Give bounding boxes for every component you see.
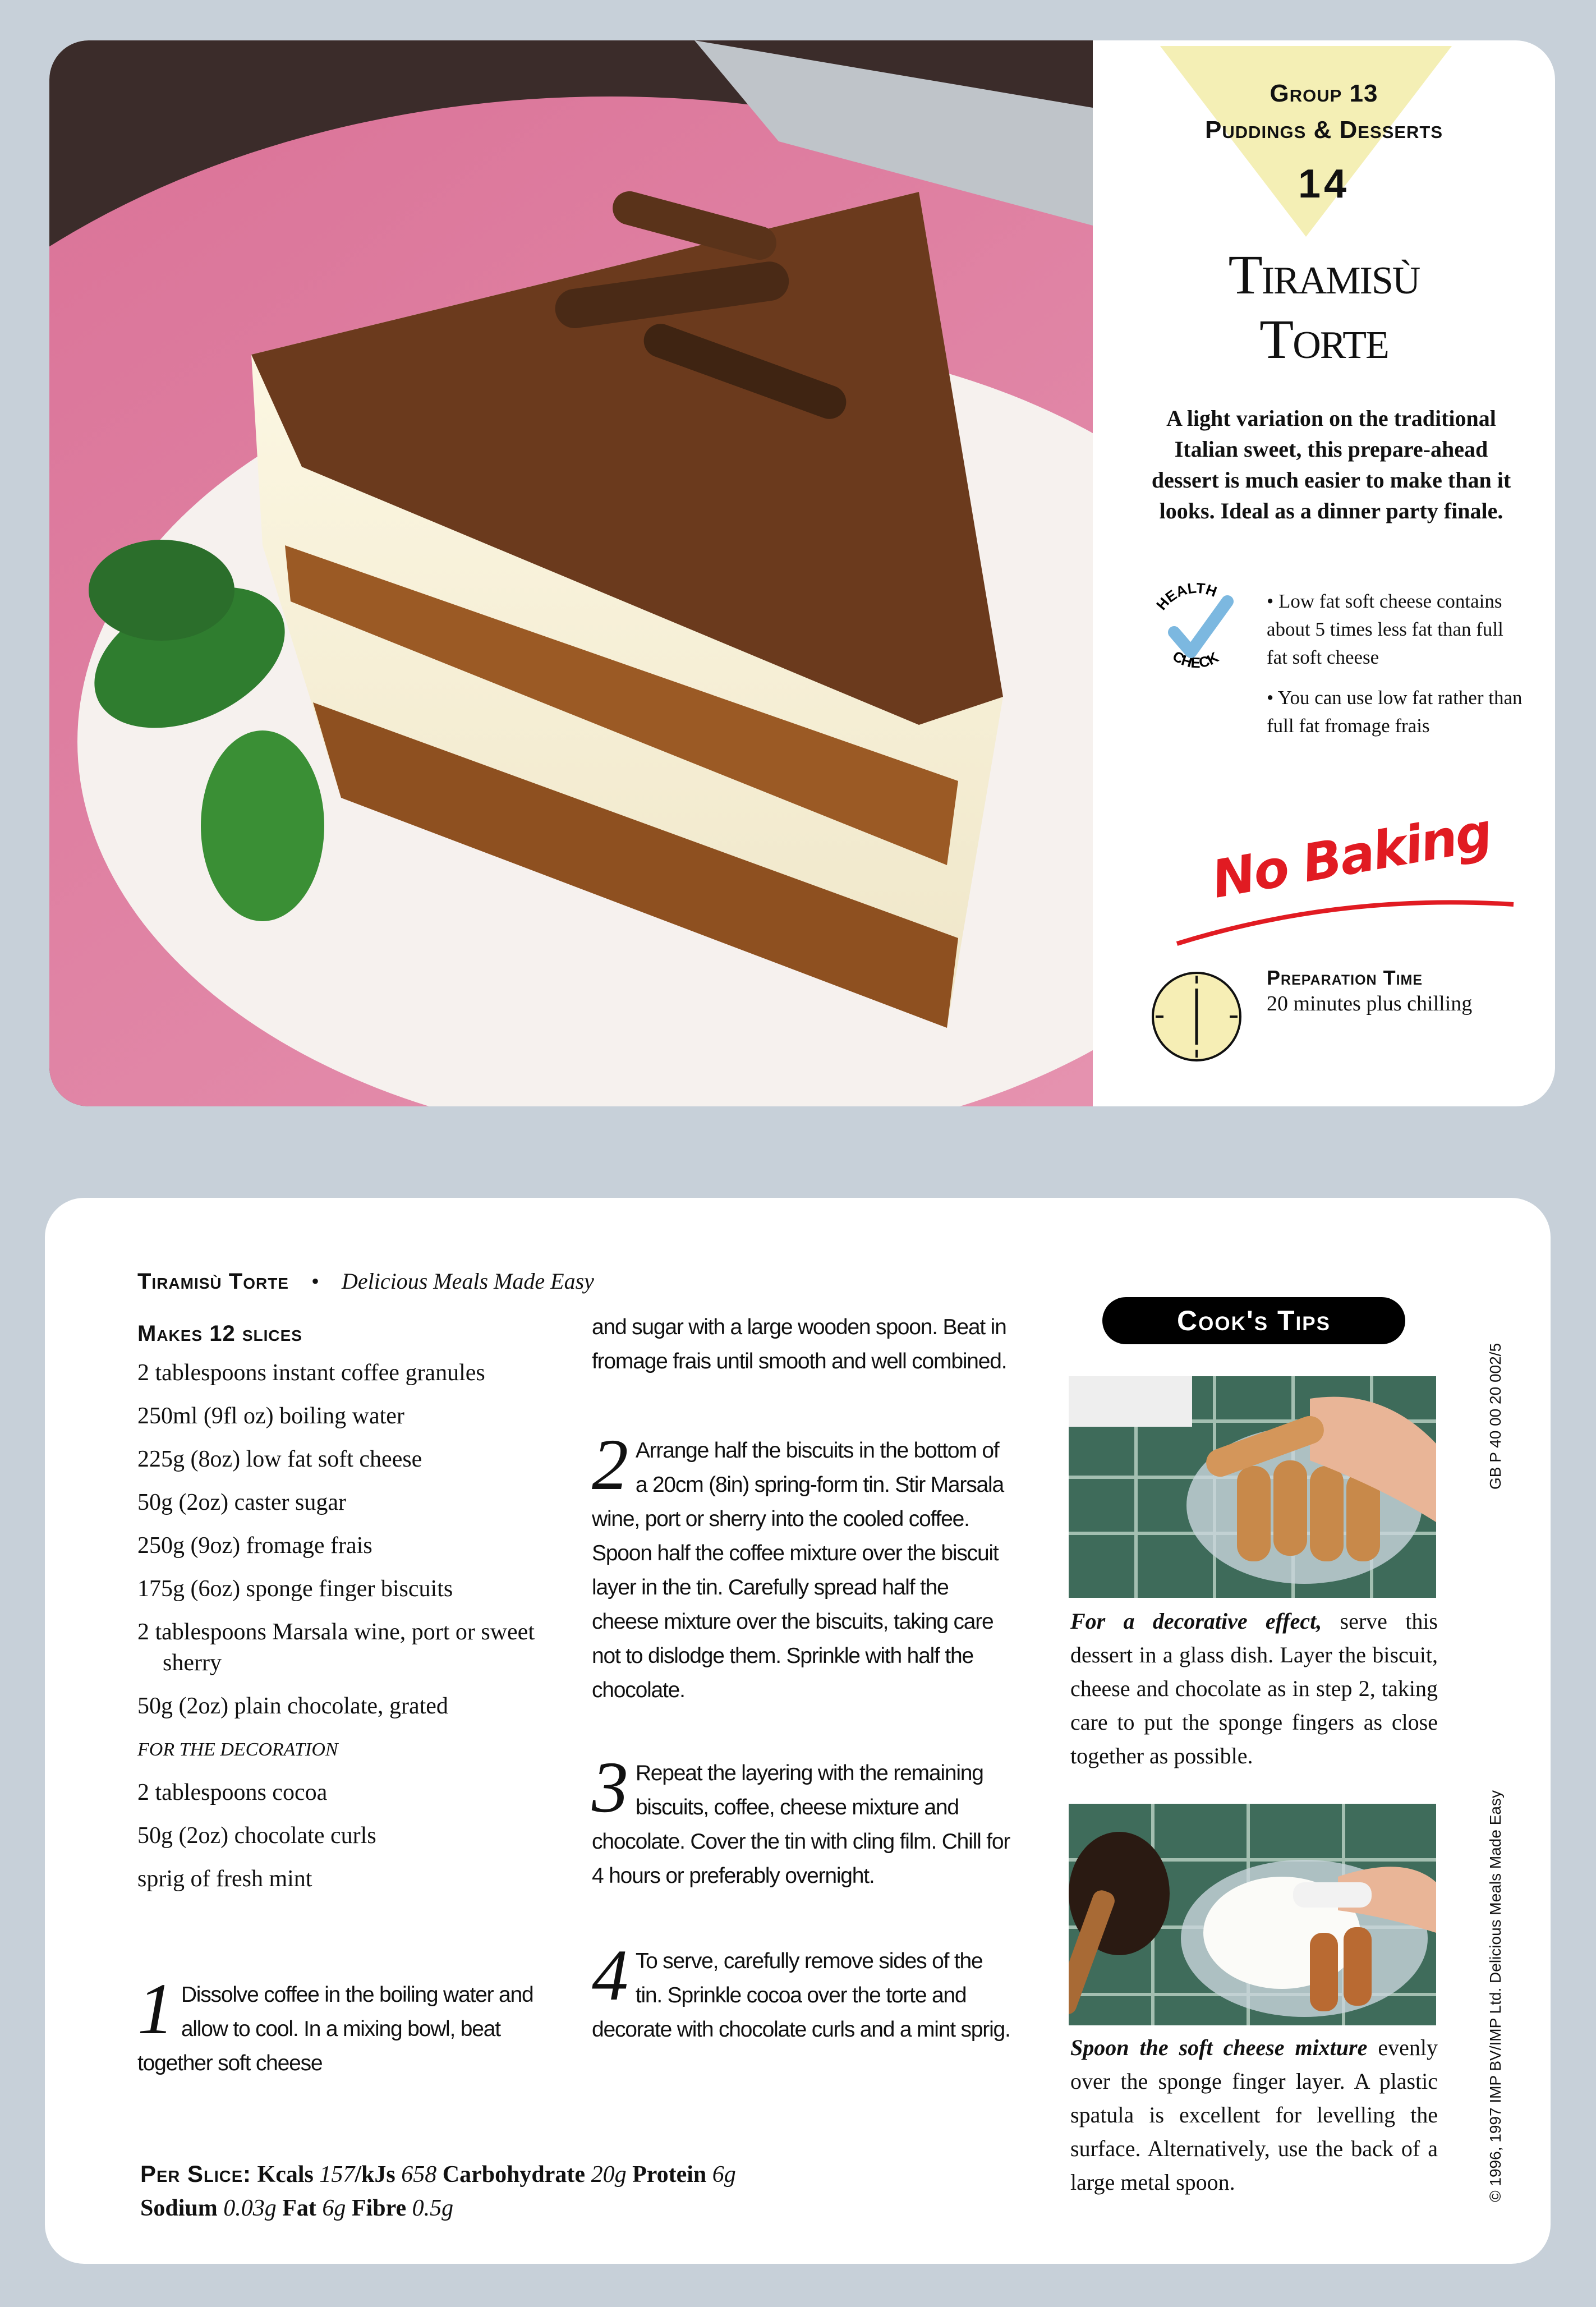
ingredient-item: 2 tablespoons instant coffee granules [137, 1360, 485, 1386]
front-card [49, 40, 1555, 1106]
back-header-series: Delicious Meals Made Easy [342, 1269, 594, 1294]
category-label: Puddings & Desserts [1204, 116, 1443, 144]
back-header [137, 1268, 594, 1294]
recipe-title-line2: Torte [1259, 308, 1388, 370]
tip-photo-spatula-illustration [1069, 1804, 1436, 2025]
reference-code: GB P 40 00 20 002/5 [1487, 1343, 1504, 1490]
tip-2-lead: Spoon the soft cheese mixture [1070, 2035, 1368, 2060]
clock-icon [1149, 969, 1244, 1064]
no-baking-label: No Baking [1207, 802, 1495, 910]
cooks-tips-banner: Cook's Tips [1102, 1297, 1405, 1344]
health-point: • You can use low fat rather than full fat fromage frais [1267, 687, 1523, 737]
ingredient-item: 2 tablespoons Marsala wine, port or sweet sherry [137, 1619, 535, 1676]
step-number: 2 [592, 1424, 628, 1505]
ingredient-item: 175g (6oz) sponge finger biscuits [137, 1576, 453, 1602]
decoration-label: FOR THE DECORATION [137, 1739, 338, 1760]
tip-2 [1070, 2031, 1438, 2199]
svg-text:HEALTH [1153, 580, 1219, 613]
tip-1 [1070, 1605, 1438, 1773]
recipe-info-panel [1093, 40, 1555, 1106]
step-text: and sugar with a large wooden spoon. Beat in fromage frais until smooth and well combined. [592, 1315, 1007, 1373]
tip-2-text: evenly over the sponge finger layer. A plastic spatula is excellent for levelling the surface. Alternatively, use the back of a large metal spoon. [1070, 2035, 1438, 2195]
step-number: 1 [137, 1969, 173, 2049]
decoration-item: 2 tablespoons cocoa [137, 1780, 328, 1805]
copyright-notice: © 1996, 1997 IMP BV/IMP Ltd. Delicious Meals Made Easy [1487, 1790, 1504, 2202]
method-step-1 [137, 1969, 564, 2080]
per-slice-label: Per Slice: [140, 2161, 252, 2187]
health-point: • Low fat soft cheese contains about 5 times less fat than full fat soft cheese [1267, 590, 1503, 668]
prep-time-label: Preparation Time [1267, 966, 1423, 989]
health-points [1267, 587, 1525, 752]
step-number: 3 [592, 1747, 628, 1828]
tip-photo-spatula [1069, 1804, 1436, 2025]
header-bullet: • [311, 1269, 319, 1294]
decoration-item: 50g (2oz) chocolate curls [137, 1823, 376, 1849]
back-header-title: Tiramisù Torte [137, 1269, 289, 1294]
step-text: Repeat the layering with the remaining biscuits, coffee, cheese mixture and chocolate. Cover the tin with cling film. Chill for 4 hours or preferably overnight. [592, 1761, 1010, 1888]
ingredient-item: 250ml (9fl oz) boiling water [137, 1403, 404, 1429]
method-step-1-continued [592, 1310, 1013, 1378]
card-number: 14 [1298, 162, 1350, 206]
prep-time-value: 20 minutes plus chilling [1267, 992, 1473, 1015]
step-text: To serve, carefully remove sides of the tin. Sprinkle cocoa over the torte and decorate with chocolate curls and a mint sprig. [592, 1949, 1010, 2042]
ingredient-item: 225g (8oz) low fat soft cheese [137, 1446, 422, 1472]
no-baking-swoosh-icon [1171, 882, 1519, 949]
decoration-item: sprig of fresh mint [137, 1866, 312, 1892]
ingredient-item: 50g (2oz) caster sugar [137, 1490, 347, 1515]
back-card [45, 1198, 1551, 2264]
tiramisu-photo-illustration [49, 40, 1093, 1106]
tip-photo-biscuits [1069, 1376, 1436, 1598]
tip-1-lead: For a decorative effect, [1070, 1609, 1322, 1634]
tip-photo-biscuits-illustration [1069, 1376, 1436, 1598]
health-check-icon [1143, 579, 1250, 686]
ingredient-list [137, 1358, 575, 1907]
health-check-badge [1143, 579, 1250, 686]
tip-1-text: serve this dessert in a glass dish. Layer the biscuit, cheese and chocolate as in step 2, taking care to put the sponge fingers as close together as possible. [1070, 1609, 1438, 1768]
method-step-2 [592, 1424, 1013, 1707]
step-text: Arrange half the biscuits in the bottom of a 20cm (8in) spring-form tin. Stir Marsala wine, port or sherry into the cooled coffee. Spoon half the coffee mixture over the biscuit layer in the tin. Carefully spread half the cheese mixture over the biscuits, taking care not to dislodge them. Sprinkle with half the chocolate. [592, 1439, 1004, 1702]
step-number: 4 [592, 1935, 628, 2016]
makes-label: Makes 12 slices [137, 1321, 302, 1346]
health-check-top-label: HEALTH [1153, 579, 1220, 613]
ingredient-item: 250g (9oz) fromage frais [137, 1533, 372, 1559]
recipe-title-line1: Tiramisù [1228, 243, 1420, 306]
group-label: Group 13 [1270, 80, 1378, 107]
recipe-intro: A light variation on the traditional Italian sweet, this prepare-ahead dessert is much easier to make than it looks. Ideal as a dinner party finale. [1151, 406, 1511, 523]
method-step-3 [592, 1747, 1013, 1893]
step-text: Dissolve coffee in the boiling water and allow to cool. In a mixing bowl, beat together soft cheese [137, 1983, 533, 2075]
method-step-4 [592, 1935, 1013, 2047]
ingredient-item: 50g (2oz) plain chocolate, grated [137, 1693, 448, 1719]
tiramisu-photo [49, 40, 1093, 1106]
health-check-bottom-label: CHECK [1169, 647, 1222, 672]
nutrition-info: Per Slice: Kcals 157/kJs 658 Carbohydrate 20g Protein 6g Sodium 0.03g Fat 6g Fibre 0.5g [140, 2161, 736, 2221]
